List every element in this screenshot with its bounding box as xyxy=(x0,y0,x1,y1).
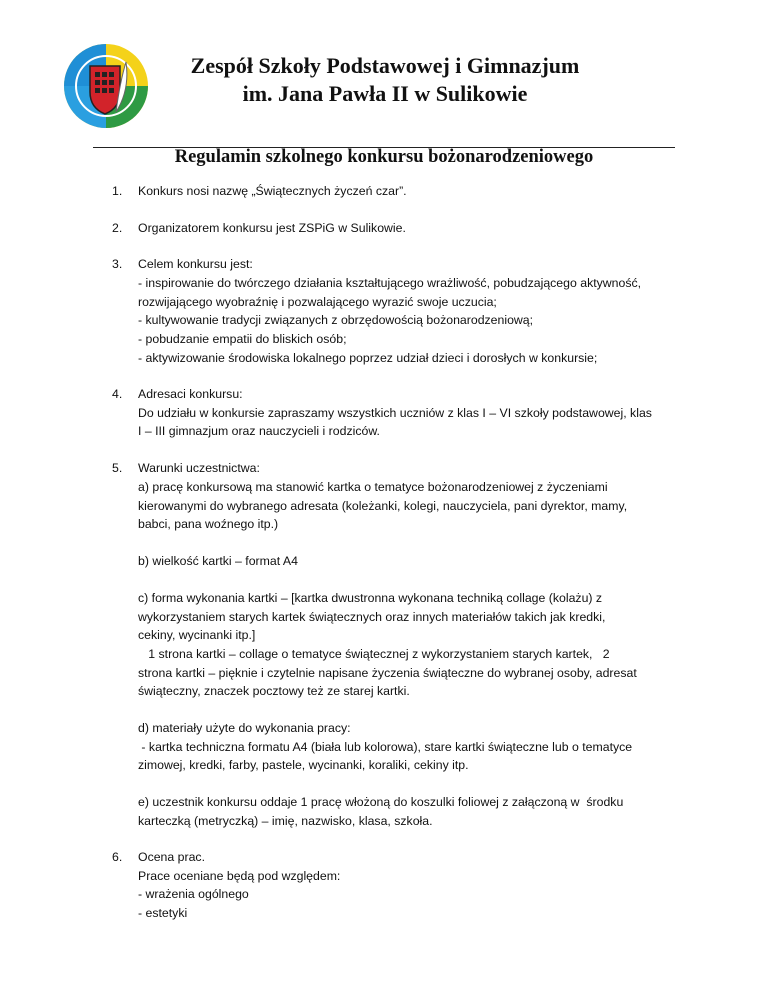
item-5-line: świąteczny, znaczek pocztowy też ze starej kartki. xyxy=(138,684,410,698)
item-5-number: 5. xyxy=(112,461,123,475)
item-5-line: strona kartki – pięknie i czytelnie napisane życzenia świąteczne do wybranej osoby, adresat xyxy=(138,666,637,680)
item-4-line: I – III gimnazjum oraz nauczycieli i rodziców. xyxy=(138,424,380,438)
item-5-line: d) materiały użyte do wykonania pracy: xyxy=(138,721,351,735)
item-5-line: babci, pana woźnego itp.) xyxy=(138,517,279,531)
item-5-line: c) forma wykonania kartki – [kartka dwustronna wykonana techniką collage (kolażu) z xyxy=(138,591,603,605)
item-6-line: - estetyki xyxy=(138,906,188,920)
item-6-line: - wrażenia ogólnego xyxy=(138,887,249,901)
item-5-line: b) wielkość kartki – format A4 xyxy=(138,554,298,568)
item-3-line: - kultywowanie tradycji związanych z obrzędowością bożonarodzeniową; xyxy=(138,313,534,327)
item-4-number: 4. xyxy=(112,387,123,401)
item-6-line: Ocena prac. xyxy=(138,850,205,864)
item-4-line: Do udziału w konkursie zapraszamy wszystkich uczniów z klas I – VI szkoły podstawowej, klas xyxy=(138,406,652,420)
item-5-line: Warunki uczestnictwa: xyxy=(138,461,260,475)
item-3-line: rozwijającego wyobraźnię i pozwalającego wyrazić swoje uczucia; xyxy=(138,295,497,309)
item-5-line: - kartka techniczna formatu A4 (biała lub kolorowa), stare kartki świąteczne lub o tematyce xyxy=(138,740,633,754)
school-name-line-2: im. Jana Pawła II w Sulikowie xyxy=(242,81,528,106)
item-1-line: Konkurs nosi nazwę „Świątecznych życzeń czar”. xyxy=(138,184,407,198)
item-5-line: karteczką (metryczką) – imię, nazwisko, klasa, szkoła. xyxy=(138,814,433,828)
item-2-line: Organizatorem konkursu jest ZSPiG w Sulikowie. xyxy=(138,221,406,235)
item-6-line: Prace oceniane będą pod względem: xyxy=(138,869,341,883)
item-6-number: 6. xyxy=(112,850,123,864)
item-5-line: kierowanymi do wybranego adresata (koleżanki, kolegi, nauczyciela, pani dyrektor, mamy, xyxy=(138,499,628,513)
item-5-line: wykorzystaniem starych kartek świątecznych oraz innych materiałów takich jak kredki, xyxy=(138,610,606,624)
school-name-line-1: Zespół Szkoły Podstawowej i Gimnazjum xyxy=(190,53,580,78)
item-3-line: - inspirowanie do twórczego działania kształtującego wrażliwość, pobudzającego aktywność, xyxy=(138,276,642,290)
item-2-number: 2. xyxy=(112,221,123,235)
item-3-line: - aktywizowanie środowiska lokalnego poprzez udział dzieci i dorosłych w konkursie; xyxy=(138,351,598,365)
item-3-line: - pobudzanie empatii do bliskich osób; xyxy=(138,332,347,346)
item-5-line: a) pracę konkursową ma stanowić kartka o tematyce bożonarodzeniowej z życzeniami xyxy=(138,480,608,494)
item-5-line: zimowej, kredki, farby, pastele, wycinanki, koraliki, cekiny itp. xyxy=(138,758,469,772)
item-5-line: cekiny, wycinanki itp.] xyxy=(138,628,256,642)
item-5-line: e) uczestnik konkursu oddaje 1 pracę włożoną do koszulki foliowej z załączoną w środku xyxy=(138,795,624,809)
document-title: Regulamin szkolnego konkursu bożonarodzeniowego xyxy=(174,147,594,167)
item-5-line: 1 strona kartki – collage o tematyce świątecznej z wykorzystaniem starych kartek, 2 xyxy=(138,647,610,661)
item-1-number: 1. xyxy=(112,184,123,198)
item-3-number: 3. xyxy=(112,257,123,271)
item-4-line: Adresaci konkursu: xyxy=(138,387,243,401)
item-3-line: Celem konkursu jest: xyxy=(138,257,253,271)
